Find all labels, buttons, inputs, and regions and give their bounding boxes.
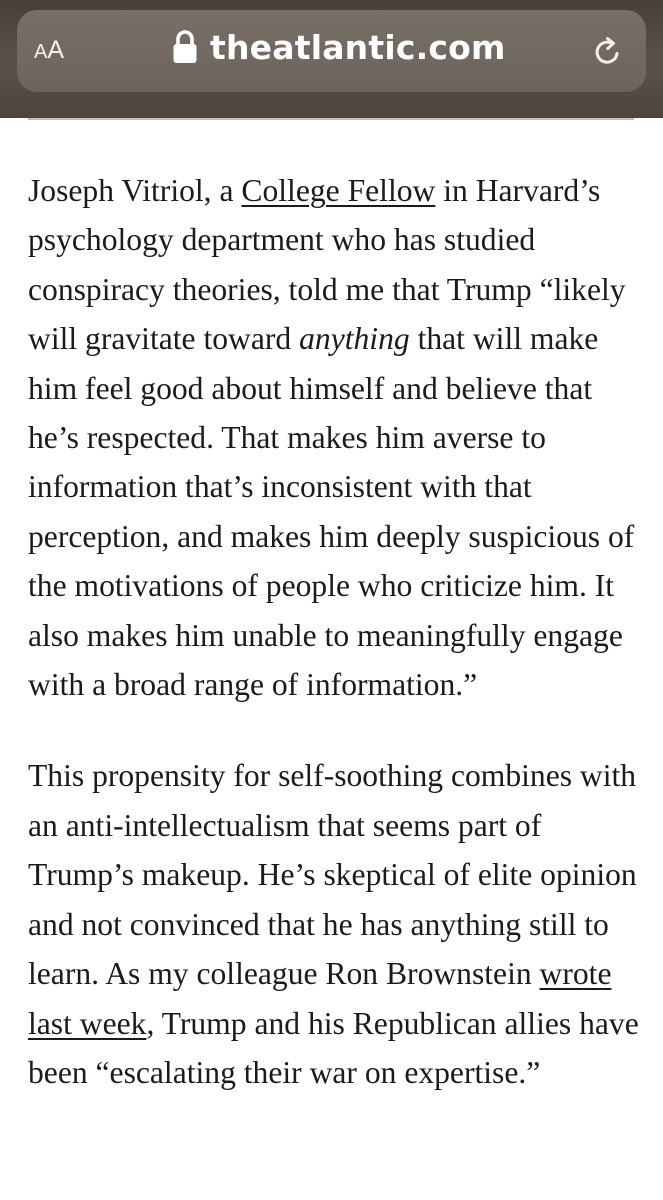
reader-big-a: A (47, 36, 65, 64)
article-body (28, 166, 648, 1097)
url-text: theatlantic.com (210, 27, 506, 67)
url-display[interactable] (172, 27, 506, 67)
article-paragraph-2: This propensity for self-soothing combines with an anti-intellectualism that seems part of Trump’s makeup. He’s skeptical of elite opinion and not convinced that he has anything still to learn. As my colleague Ron Brownstein wrote last week, Trump and his Republican allies have been “escalating their war on expertise.” (28, 758, 639, 1090)
reader-small-a: A (34, 41, 48, 63)
college-fellow-link[interactable]: College Fellow (241, 173, 436, 208)
emphasis-anything: anything (299, 321, 410, 357)
article-paragraph-1: Joseph Vitriol, a College Fellow in Harvard’s psychology department who has studied conspiracy theories, told me that Trump “likely will gravitate toward anything that will make him feel good about himself and believe that he’s respected. That makes him averse to information that’s inconsistent with that perception, and makes him deeply suspicious of the motivations of people who criticize him. It also makes him unable to meaningfully engage with a broad range of information.” (28, 173, 635, 703)
lock-icon (172, 29, 198, 65)
wrote-last-week-link[interactable]: wrote last week (28, 956, 612, 1041)
browser-toolbar (0, 0, 663, 118)
reload-icon[interactable] (592, 36, 624, 68)
content-divider (28, 118, 634, 120)
reader-text-size-button[interactable] (34, 38, 64, 63)
